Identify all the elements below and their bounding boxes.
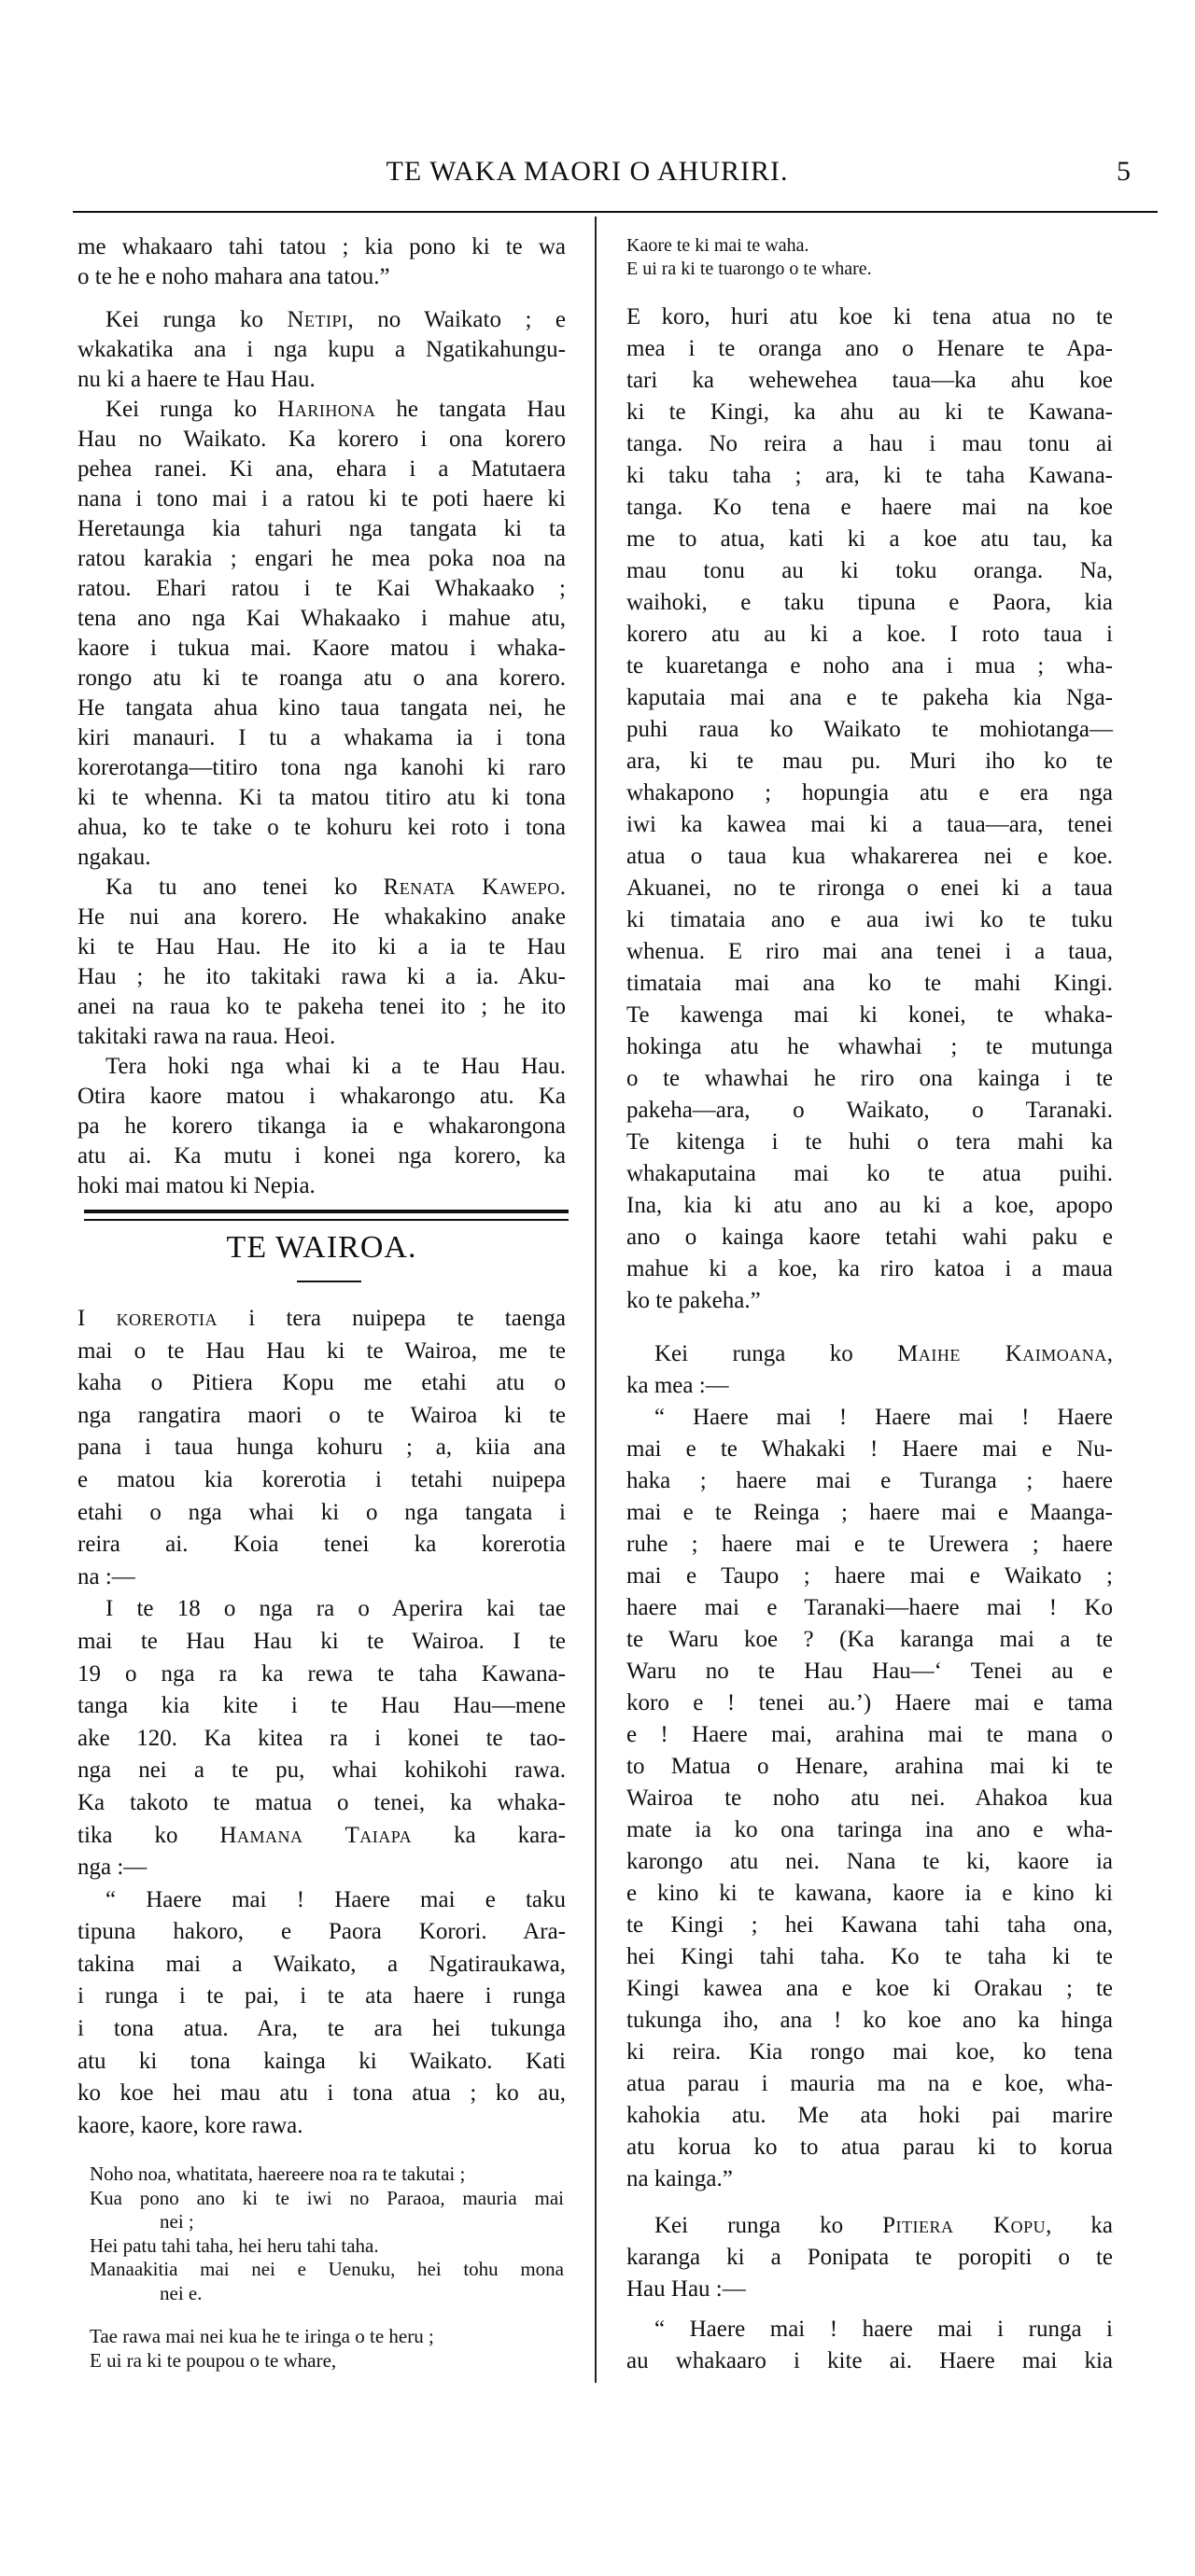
text-line: iwi ka kawea mai ki a taua—ara, tenei [626,812,1113,837]
text-line: wkakatika ana i nga kupu a Ngatikahungu- [77,337,566,362]
text-line: ki reira. Kia rongo mai koe, ko tena [626,2039,1113,2065]
text-line: hoki mai matou ki Nepia. [77,1173,316,1198]
text-line: pehea ranei. Ki ana, ehara i a Matutaera [77,456,566,482]
text-line: tanga. Ko tena e haere mai na koe [626,495,1113,520]
text-segment: , ka [1046,2213,1113,2238]
text-line: atu korua ko to atua parau ki to korua [626,2135,1113,2160]
verse-stanza [90,2163,564,2305]
text-line: hei Kingi tahi taha. Ko te taha ki te [626,1944,1113,1969]
speaker-name: korerotia [116,1306,218,1331]
text-line: o te whawhai he riro ona kainga i te [626,1066,1113,1091]
text-line: ka mea :— [626,1373,729,1398]
text-line: te Kingi ; hei Kawana tahi taha ona, [626,1912,1113,1938]
text-line: E koro, huri atu koe ki tena atua no te [626,304,1113,329]
paragraph [626,2314,1113,2377]
text-segment: , [1106,1341,1113,1366]
text-line: Tera hoki nga whai ki a te Hau Hau. [105,1054,566,1079]
text-line [77,395,566,425]
section-heading: TE WAIROA. [226,1230,417,1265]
text-line: te Waru koe ? (Ka karanga mai a te [626,1627,1113,1652]
text-line: me whakaaro tahi tatou ; kia pono ki te wa [77,234,566,259]
header-rule [73,211,1158,213]
text-line: nga nei a te pu, whai kohikohi rawa. [77,1757,566,1784]
text-line: reira ai. Koia tenei ka korerotia [77,1532,566,1558]
text-line: Hau no Waikato. Ka korero i ona korero [77,427,566,452]
text-line: atu ki tona kainga ki Waikato. Kati [77,2048,566,2074]
text-line: ake 120. Ka kitea ra i konei te tao- [77,1725,566,1751]
verse-line: Noho noa, whatitata, haereere noa ra te takutai ; [90,2163,466,2185]
text-line [626,1338,1113,1370]
text-line: e kino ki te kawana, kaore ia e kino ki [626,1881,1113,1906]
verse-line: nei ; [160,2210,194,2233]
text-line: mai e te Reinga ; haere mai e Maanga- [626,1500,1113,1525]
text-line: anei na raua ko te pakeha tenei ito ; he ito [77,994,566,1019]
text-line: karongo atu nei. Nana te ki, kaore ia [626,1849,1113,1874]
text-line: ano o kainga kaore tetahi wahi paku e [626,1225,1113,1250]
text-line: mai te Hau Hau ki te Wairoa. I te [77,1628,566,1654]
text-line: mau tonu au ki toku oranga. Na, [626,558,1113,583]
paragraph [77,395,566,873]
verse-stanza [90,2325,564,2373]
text-segment: Kei runga ko [105,397,278,422]
speaker-name: Hamana Taiapa [219,1822,413,1848]
page-number: 5 [1117,156,1131,187]
text-line: nga rangatira maori o te Wairoa ki te [77,1402,566,1428]
speaker-name: Harihona [277,397,376,422]
text-line: whakaputaina mai ko te atua puihi. [626,1161,1113,1186]
verse-line: Hei patu tahi taha, hei heru tahi taha. [90,2233,379,2257]
text-line [77,1820,566,1853]
text-line: nu ki a haere te Hau Hau. [77,367,316,392]
text-line: Heretaunga kia tahuri nga tangata ki ta [77,516,566,541]
paragraph [77,1884,566,2143]
te-wairoa-article [77,1303,566,2142]
text-line: timataia mai ana ko te mahi Kingi. [626,971,1113,996]
text-line: te kuaretanga e noho ana i mua ; wha- [626,653,1113,679]
text-line: tukunga iho, ana ! ko koe ano ka hinga [626,2008,1113,2033]
speaker-name: Netipi [287,307,348,332]
text-line [626,2210,1113,2242]
text-line: Akuanei, no te rironga o enei ki a taua [626,875,1113,901]
text-line: pakeha—ara, o Waikato, o Taranaki. [626,1098,1113,1123]
text-line [77,873,566,903]
text-segment: Kei runga ko [654,1341,898,1366]
text-line: ki te whenna. Ki ta matou titiro atu ki tona [77,785,566,810]
paragraph [77,1052,566,1201]
text-line: Te kawenga mai ki konei, te whaka- [626,1002,1113,1028]
text-segment: Kei runga ko [654,2213,883,2238]
text-line: 19 o nga ra ka rewa te taha Kawana- [77,1660,566,1687]
text-line: ki te Kingi, ka ahu au ki te Kawana- [626,399,1113,425]
text-line: korerotanga—titiro tona nga kanohi ki raro [77,755,566,780]
text-line: Waru no te Hau Hau—‘ Tenei au e [626,1659,1113,1684]
paragraph [77,305,566,395]
paragraph [77,873,566,1052]
text-line [77,1303,566,1336]
text-line: Te kitenga i te huhi o tera mahi ka [626,1129,1113,1155]
text-line: ki te Hau Hau. He ito ki a ia te Hau [77,934,566,959]
text-line: ara, ki te mau pu. Muri iho ko te [626,749,1113,774]
text-line: ngakau. [77,845,151,870]
text-line: Hau Hau :— [626,2276,746,2302]
text-line [77,305,566,335]
text-segment: ka kara- [412,1822,566,1848]
text-segment: Ka tu ano tenei ko [105,875,384,900]
speaker-name: Maihe Kaimoana [897,1341,1107,1366]
text-segment: he tangata Hau [375,397,566,422]
text-segment: , no Waikato ; e [347,307,566,332]
text-line: karanga ki a Ponipata te poropiti o te [626,2245,1113,2270]
text-line: i runga i te pai, i te ata haere i runga [77,1983,566,2009]
paragraph [77,1303,566,1593]
text-line: ruhe ; haere mai e te Urewera ; haere [626,1532,1113,1557]
text-line: haere mai e Taranaki—haere mai ! Ko [626,1595,1113,1620]
text-line: ratou. Ehari ratou i te Kai Whakaako ; [77,576,566,601]
paragraph [77,1593,566,1883]
text-line: Ka takoto te matua o tenei, ka whaka- [77,1789,566,1815]
text-line: nana i tono mai i a ratou ki te poti haere ki [77,486,566,511]
verse-line: E ui ra ki te tuarongo o te whare. [626,259,872,279]
text-line: Ina, kia ki atu ano au ki a koe, apopo [626,1193,1113,1218]
verse-line: Manaakitia mai nei e Uenuku, hei tohu mona [90,2258,564,2280]
right-column-article [626,301,1113,2377]
text-line: au whakaaro i kite ai. Haere mai kia [626,2348,1113,2373]
text-line: rongo atu ki te roanga atu o ana korero. [77,665,566,691]
text-line: waihoki, e taku tipuna e Paora, kia [626,590,1113,615]
text-line: “ Haere mai ! Haere mai e taku [105,1886,566,1912]
text-line: atua parau i mauria ma na e koe, wha- [626,2071,1113,2096]
text-line: “ Haere mai ! haere mai i runga i [654,2317,1113,2342]
text-line: tanga. No reira a hau i mau tonu ai [626,431,1113,456]
text-line: kaputaia mai ana e te pakeha kia Nga- [626,685,1113,710]
text-line: mai e Taupo ; haere mai e Waikato ; [626,1563,1113,1589]
text-line: ratou karakia ; engari he mea poka noa na [77,546,566,571]
verse-line: nei e. [160,2281,203,2304]
text-line: Wairoa te noho atu nei. Ahakoa kua [626,1785,1113,1811]
text-line: whenua. E riro mai ana tenei i a taua, [626,939,1113,964]
heading-underline-rule [297,1281,361,1282]
text-line: mahue ki a koe, ka riro katoa i a maua [626,1256,1113,1281]
text-line: mai e te Whakaki ! Haere mai e Nu- [626,1436,1113,1462]
text-line: tanga kia kite i te Hau Hau—mene [77,1693,566,1719]
text-line: atua o taua kua whakarerea nei e koe. [626,844,1113,869]
left-verse-block [90,2163,564,2373]
text-line: koro e ! tenei au.’) Haere mai e tama [626,1690,1113,1715]
text-line: nga :— [77,1855,148,1881]
text-line: e ! Haere mai, arahina mai te mana o [626,1722,1113,1747]
text-line: Kingi kawea ana e koe ki Orakau ; te [626,1976,1113,2001]
column-divider [595,217,597,2383]
text-line: na kainga.” [626,2166,733,2191]
verse-line: E ui ra ki te poupou o te whare, [90,2348,337,2372]
running-title: TE WAKA MAORI O AHURIRI. [386,156,789,187]
text-line: atu ai. Ka mutu i konei nga korero, ka [77,1143,566,1169]
text-line: pana i taua hunga kohuru ; a, kiia ana [77,1435,566,1461]
text-line: ahua, ko te take o te kohuru kei roto i tona [77,815,566,840]
text-line: He nui ana korero. He whakakino anake [77,904,566,930]
text-segment: Kei runga ko [105,307,288,332]
paragraph [626,301,1113,1317]
text-line: I te 18 o nga ra o Aperira kai tae [105,1596,566,1622]
text-line: “ Haere mai ! Haere mai ! Haere [654,1405,1113,1430]
text-line: e matou kia korerotia i tetahi nuipepa [77,1466,566,1492]
text-line: kaore, kaore, kore rawa. [77,2112,303,2138]
text-line: kaha o Pitiera Kopu me etahi atu o [77,1370,566,1396]
text-line: i tona atua. Ara, te ara hei tukunga [77,2016,566,2042]
text-line: me to atua, kati ki a koe atu tau, ka [626,526,1113,552]
text-line: ki timataia ano e aua iwi ko te tuku [626,907,1113,932]
text-line: pa he korero tikanga ia e whakarongona [77,1113,566,1139]
text-line: haka ; haere mai e Turanga ; haere [626,1468,1113,1493]
verse-line: Kua pono ano ki te iwi no Paraoa, mauria mai [90,2186,564,2209]
text-line: korero atu au ki a koe. I roto taua i [626,622,1113,647]
text-line: etahi o nga whai ki o nga tangata i [77,1499,566,1525]
text-line: mate ia ko ona taringa ina ano e wha- [626,1817,1113,1842]
text-line: Hau ; he ito takitaki rawa ki a ia. Aku- [77,964,566,989]
text-segment: i tera nuipepa te taenga [218,1306,567,1331]
verse-line: Kaore te ki mai te waha. [626,235,809,256]
text-line: kahokia atu. Me ata hoki pai marire [626,2103,1113,2128]
text-line: tena ano nga Kai Whakaako i mahue atu, [77,606,566,631]
text-line: mea i te oranga ano o Henare te Apa- [626,336,1113,361]
text-line: ko koe hei mau atu i tona atua ; ko au, [77,2080,566,2107]
verse-stanza [626,234,1113,281]
text-line: takitaki rawa na raua. Heoi. [77,1024,336,1049]
speaker-name: Pitiera Kopu [882,2213,1047,2238]
text-line: He tangata ahua kino taua tangata nei, he [77,695,566,721]
text-segment: I [77,1306,117,1331]
text-line: hokinga atu he whawhai ; te mutunga [626,1034,1113,1059]
paragraph [626,1402,1113,2195]
text-line: takina mai a Waikato, a Ngatiraukawa, [77,1951,566,1977]
left-column-article-continuation [77,232,566,1201]
text-line: kaore i tukua mai. Kaore matou i whaka- [77,636,566,661]
text-line: puhi raua ko Waikato te mohiotanga— [626,717,1113,742]
text-segment: . [559,875,566,900]
text-line: tari ka wehewehea taua—ka ahu koe [626,368,1113,393]
section-double-rule-thin [84,1219,569,1221]
text-line: to Matua o Henare, arahina mai ki te [626,1754,1113,1779]
paragraph [626,2210,1113,2305]
right-verse-block [626,234,1113,281]
speaker-name: Renata Kawepo [383,875,560,900]
text-line: tipuna hakoro, e Paora Korori. Ara- [77,1919,566,1945]
text-line: na :— [77,1563,135,1589]
section-double-rule-thick [84,1210,569,1213]
text-line: mai o te Hau Hau ki te Wairoa, me te [77,1337,566,1364]
paragraph [626,1338,1113,1402]
text-segment: tika ko [77,1822,220,1848]
text-line: kiri manauri. I tu a whakama ia i tona [77,725,566,750]
text-line: Otira kaore matou i whakarongo atu. Ka [77,1084,566,1109]
text-line: ki taku taha ; ara, ki te taha Kawana- [626,463,1113,488]
text-line: o te he e noho mahara ana tatou.” [77,264,390,289]
verse-line: Tae rawa mai nei kua he te iringa o te heru ; [90,2325,434,2347]
paragraph [77,232,566,292]
text-line: whakapono ; hopungia atu e era nga [626,780,1113,805]
text-line: ko te pakeha.” [626,1288,761,1313]
